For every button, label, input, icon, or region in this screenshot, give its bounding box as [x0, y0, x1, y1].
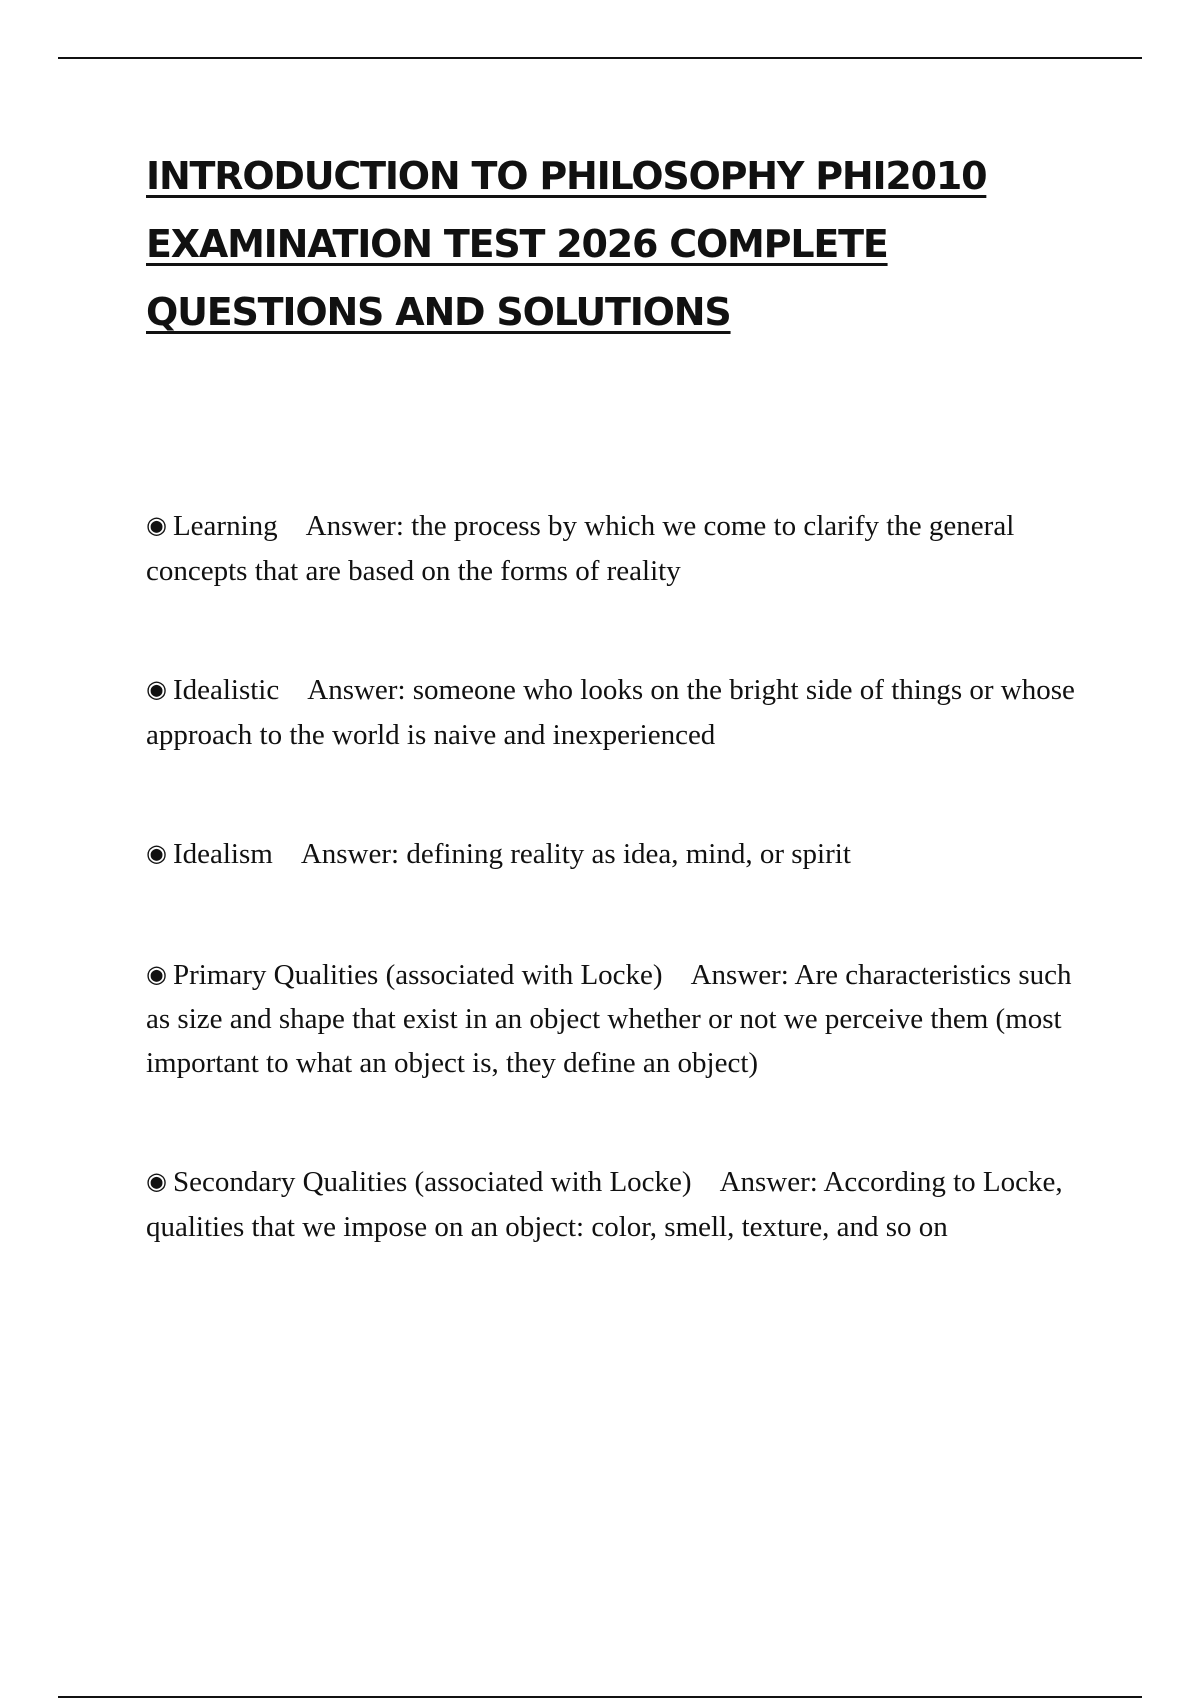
radio-bullet-icon: ◉ [146, 1167, 167, 1195]
page-title [146, 142, 1086, 346]
qa-item-secondary-qualities [146, 1161, 1086, 1249]
top-rule [58, 57, 1142, 59]
qa-answer: Answer: someone who looks on the bright side of things or whose approach to the world is naive and inexperienced [146, 674, 1075, 751]
qa-item-idealistic [146, 669, 1086, 757]
qa-term: Idealistic [172, 674, 280, 706]
qa-list [146, 505, 1086, 1325]
title-line: EXAMINATION TEST 2026 COMPLETE [146, 222, 888, 266]
qa-item-primary-qualities [146, 954, 1086, 1086]
qa-answer: Answer: the process by which we come to clarify the general concepts that are based on the forms of reality [146, 510, 1015, 587]
title-line: INTRODUCTION TO PHILOSOPHY PHI2010 [146, 154, 987, 198]
radio-bullet-icon: ◉ [146, 511, 167, 539]
radio-bullet-icon: ◉ [146, 675, 167, 703]
qa-item-learning [146, 505, 1086, 593]
qa-term: Learning [172, 510, 278, 542]
qa-answer: Answer: defining reality as idea, mind, or spirit [300, 838, 851, 870]
bottom-rule [58, 1696, 1142, 1698]
qa-answer: Answer: According to Locke, qualities that we impose on an object: color, smell, texture, and so on [146, 1166, 1063, 1243]
qa-term: Primary Qualities (associated with Locke) [172, 958, 663, 991]
qa-term: Secondary Qualities (associated with Locke) [172, 1166, 692, 1198]
title-line: QUESTIONS AND SOLUTIONS [146, 290, 731, 334]
radio-bullet-icon: ◉ [146, 959, 167, 988]
qa-term: Idealism [172, 838, 273, 870]
radio-bullet-icon: ◉ [146, 839, 167, 867]
qa-item-idealism [146, 833, 1086, 878]
qa-answer: Answer: Are characteristics such as size and shape that exist in an object whether or not we perceive them (most important to what an object is, they define an object) [146, 958, 1072, 1079]
